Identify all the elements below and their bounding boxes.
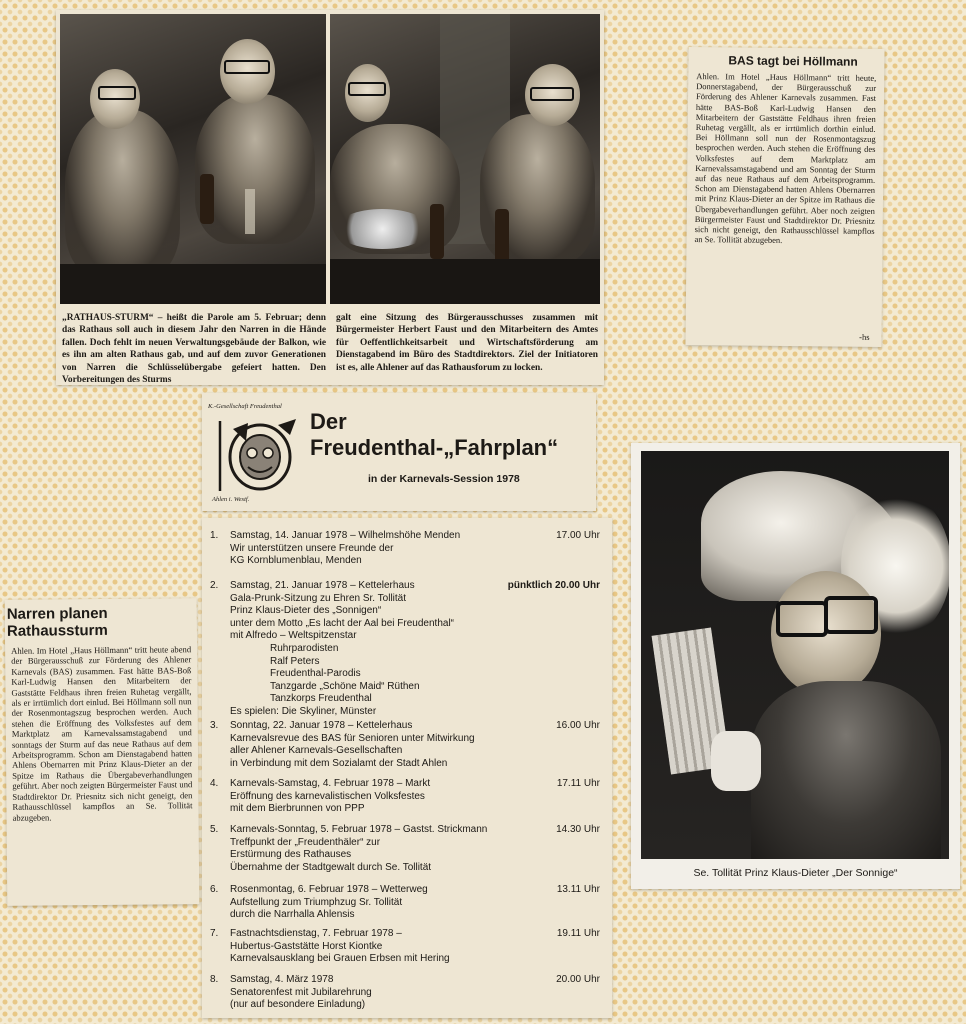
schedule-item-number: 5.	[210, 824, 219, 835]
schedule-item-line: durch die Narrhalla Ahlensis	[230, 909, 355, 921]
schedule-item-line: Aufstellung zum Triumphzug Sr. Tollität	[230, 896, 403, 908]
meeting-photo-left	[60, 14, 326, 304]
schedule-item-line: Freudenthal-Parodis	[270, 668, 361, 680]
schedule-item-line: Samstag, 21. Januar 1978 – Kettelerhaus	[230, 580, 415, 591]
schedule-item-body	[230, 530, 602, 568]
schedule-item-body	[230, 928, 602, 966]
schedule-list	[202, 518, 612, 1018]
schedule-item-line: Treffpunkt der „Freudenthäler“ zur	[230, 836, 381, 848]
bas-signature: -hs	[859, 331, 870, 342]
schedule-item-body	[230, 720, 602, 770]
schedule-item-line: Senatorenfest mit Jubilarehrung	[230, 986, 372, 998]
schedule-item-line: Gala-Prunk-Sitzung zu Ehren Sr. Tollität	[230, 592, 407, 604]
schedule-item-line: mit Alfredo – Weltspitzenstar	[230, 630, 357, 642]
bas-body: Ahlen. Im Hotel „Haus Höllmann“ tritt heute, Donnerstagabend, der Bürgerausschuß zur Förderung des Ahlener Karnevals zusammen. Fast hätte BAS-Boß Karl-Ludwig Hansen den Mitarbeitern der Gaststätte Feldhaus ihren freien Ruhetag vergällt, als er irrtümlich dorthin einlud. Bei Höllmann soll nun der Rosenmontagszug besprochen werden. Auch stehen die Eröffnung des Volksfestes auf dem Marktplatz am Karnevalssamstagabend und am Sonntag der Sturm auf das neue Rathaus auf dem Arbeitsprogramm. Schon am Dienstagabend hatten Ahlens Obernarren mit Prinz Klaus-Dieter an der Spitze im Rathaus die Übergabeverhandlungen geführt. Aber noch zeigten Bürgermeister Faust und Stadtdirektor Dr. Priesnitz sich nicht geneigt, den Rathausschlüssel kampflos an Se. Tollität abzugeben.	[694, 71, 877, 246]
schedule-item-line: Samstag, 14. Januar 1978 – Wilhelmshöhe Menden	[230, 530, 461, 541]
schedule-item-line: Sonntag, 22. Januar 1978 – Kettelerhaus	[230, 720, 413, 731]
prince-photo-clipping	[631, 443, 960, 889]
schedule-item-line: Hubertus-Gaststätte Horst Kiontke	[230, 940, 383, 952]
schedule-item-line: Prinz Klaus-Dieter des „Sonnigen“	[230, 605, 382, 617]
fahrplan-subtitle: in der Karnevals-Session 1978	[368, 473, 520, 485]
schedule-item-time: 17.11 Uhr	[556, 778, 600, 789]
schedule-item-body	[230, 974, 602, 1012]
schedule-item-body	[230, 778, 602, 816]
schedule-item-line: Eröffnung des karnevalistischen Volksfestes	[230, 790, 425, 802]
schedule-item-time: 16.00 Uhr	[556, 720, 600, 731]
logo-bottom-text: Ahlen i. Westf.	[212, 496, 250, 503]
schedule-item-line: Erstürmung des Rathauses	[230, 849, 352, 861]
fahrplan-header-clipping	[202, 393, 596, 511]
schedule-item-line: Tanzgarde „Schöne Maid“ Rüthen	[270, 680, 420, 692]
schedule-item-time: 13.11 Uhr	[556, 884, 600, 895]
schedule-item-line: KG Kornblumenblau, Menden	[230, 555, 362, 567]
schedule-item-line: mit dem Bierbrunnen von PPP	[230, 803, 365, 815]
fahrplan-title-line2: Freudenthal-„Fahrplan“	[310, 435, 559, 460]
schedule-item-line: Übernahme der Stadtgewalt durch Se. Tollität	[230, 861, 432, 873]
schedule-item-line: in Verbindung mit dem Sozialamt der Stadt Ahlen	[230, 757, 448, 769]
schedule-item-number: 3.	[210, 720, 219, 731]
schedule-item-time: pünktlich 20.00 Uhr	[507, 580, 600, 591]
schedule-item-line: Fastnachtsdienstag, 7. Februar 1978 –	[230, 928, 402, 939]
schedule-item-line: (nur auf besondere Einladung)	[230, 999, 366, 1011]
schedule-item-number: 2.	[210, 580, 219, 591]
schedule-item-line: Ruhrparodisten	[270, 642, 339, 654]
bas-article-clipping	[685, 47, 884, 347]
freudenthal-logo	[208, 401, 312, 505]
schedule-item-line: unter dem Motto „Es lacht der Aal bei Freudenthal“	[230, 617, 455, 629]
schedule-item-body	[230, 824, 602, 874]
schedule-item-line: Karnevals-Samstag, 4. Februar 1978 – Markt	[230, 778, 431, 789]
schedule-item-body	[230, 884, 602, 922]
schedule-item-time: 14.30 Uhr	[556, 824, 600, 835]
schedule-item-time: 20.00 Uhr	[556, 974, 600, 985]
fahrplan-schedule-clipping	[202, 518, 612, 1018]
schedule-item-number: 7.	[210, 928, 219, 939]
fahrplan-title-line1: Der	[310, 409, 347, 434]
narren-body: Ahlen. Im Hotel „Haus Höllmann“ tritt heute abend der Bürgerausschuß zur Förderung des Ahlener Karnevals (BAS) zusammen. Fast hätte BAS-Boß Karl-Ludwig Hansen den Mitarbeitern der Gaststätte Feldhaus ihren freien Ruhetag vergällt, als er irrtümlich dort einlud. Bei Höllmann soll nun der Rosenmontagszug besprochen werden. Auch stehen die Eröffnung des Volksfestes auf dem Marktplatz am Karnevalssamstagabend und sonntags der Sturm auf das neue Rathaus auf dem Arbeitsprogramm. Schon am Dienstagabend hatten Ahlens Obernarren mit Prinz Klaus-Dieter an der Spitze im Rathaus die Übergabeverhandlungen geführt. Aber noch zeigten Bürgermeister Faust und Stadtdirektor Dr. Priesnitz sich nicht geneigt, den Rathausschlüssel kampflos an Se. Tollität abzugeben.	[11, 644, 193, 823]
schedule-item-number: 1.	[210, 530, 219, 541]
schedule-item-time: 17.00 Uhr	[556, 530, 600, 541]
logo-top-text: K.-Gesellschaft Freudenthal	[208, 403, 282, 410]
schedule-item-line: aller Ahlener Karnevals-Gesellschaften	[230, 745, 403, 757]
meeting-photo-right	[330, 14, 600, 304]
narren-headline: Narren planen Rathaussturm	[6, 604, 108, 640]
caption-left: „RATHAUS-STURM“ – heißt die Parole am 5. Februar; denn das Rathaus soll auch in diesem Jahr den Narren in die Hände fallen. Doch fehlt im neuen Verwaltungsgebäude der Balkon, wie es ihn am alten Rathaus gab, und auf dem zuvor Generationen von Narren die Schlüsselübergabe gefeiert hatten. Den Vorbereitungen des Sturms	[62, 313, 326, 386]
schedule-item-number: 6.	[210, 884, 219, 895]
schedule-item-line: Karnevalsausklang bei Grauen Erbsen mit Hering	[230, 953, 450, 965]
schedule-item-line: Tanzkorps Freudenthal	[270, 693, 372, 705]
schedule-item-line: Ralf Peters	[270, 655, 320, 667]
prince-caption: Se. Tollität Prinz Klaus-Dieter „Der Sonnige“	[693, 867, 898, 879]
schedule-item-line: Karnevalsrevue des BAS für Senioren unter Mitwirkung	[230, 732, 475, 744]
schedule-item-line: Karnevals-Sonntag, 5. Februar 1978 – Gastst. Strickmann	[230, 824, 488, 835]
narren-article-clipping	[5, 598, 200, 906]
schedule-item-time: 19.11 Uhr	[556, 928, 600, 939]
rathaus-sturm-clipping	[56, 10, 604, 385]
schedule-item-body	[230, 580, 602, 719]
schedule-item-number: 8.	[210, 974, 219, 985]
schedule-item-number: 4.	[210, 778, 219, 789]
bas-headline: BAS tagt bei Höllmann	[728, 53, 858, 69]
schedule-item-line: Es spielen: Die Skyliner, Münster	[230, 705, 377, 717]
schedule-item-line: Rosenmontag, 6. Februar 1978 – Wetterweg	[230, 884, 428, 895]
caption-right: galt eine Sitzung des Bürgerausschusses zusammen mit Bürgermeister Herbert Faust und den Mitarbeitern des Amtes für Oeffentlichkeitsarbeit und Wirtschaftsförderung am Dienstagabend im Büro des Stadtdirektors. Ziel der Initiatoren ist es, alle Ahlener auf das Rathausforum zu locken.	[336, 313, 598, 373]
prince-photo	[641, 451, 949, 859]
schedule-item-line: Samstag, 4. März 1978	[230, 974, 334, 985]
schedule-item-line: Wir unterstützen unsere Freunde der	[230, 542, 394, 554]
